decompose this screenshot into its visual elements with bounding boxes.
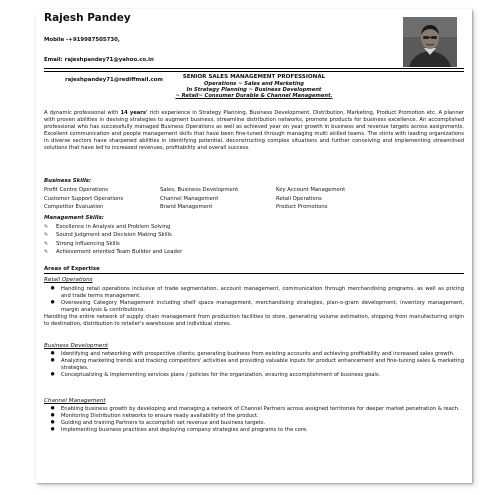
bullet-icon: ● xyxy=(50,351,55,356)
profile-subtitle-3: ~ Retail~ Consumer Durable & Channel Management. xyxy=(175,93,333,100)
retail-operations-list xyxy=(44,286,464,327)
mobile-number: Mobile -+919987505730, xyxy=(44,37,120,44)
list-item: ✎ Excellence in Analysis and Problem Solving xyxy=(44,224,171,230)
skill-row: Customer Support Operations Channel Management Retail Operations xyxy=(44,195,322,202)
email-secondary: rajeshpandey71@rediffmail.com xyxy=(65,76,164,83)
candidate-name: Rajesh Pandey xyxy=(44,12,131,24)
header-rule xyxy=(44,68,464,69)
bullet-icon: ● xyxy=(50,412,55,418)
list-item: ● Implementing business practices and deploying company strategies and programs to the core. xyxy=(44,427,464,434)
business-skills-heading: Business Skills: xyxy=(44,178,92,184)
retail-paragraph: Handling the entire network of supply chain management from production facilities to store, generating volume estimation, shipping from manufacturing origin to destination, distribution to retailer's warehouse and individual stores. xyxy=(44,313,464,327)
profile-title-block xyxy=(44,74,464,100)
bullet-icon: ● xyxy=(50,419,55,425)
list-item: ● Handling retail operations inclusive of trade segmentation, account management, communication through merchandising programs, as well as pricing and trade terms management. xyxy=(44,286,464,300)
resume-page xyxy=(36,9,472,483)
list-item: ● Guiding and training Partners to accomplish set revenue and business targets. xyxy=(44,420,464,427)
management-skills-list xyxy=(44,223,344,257)
bullet-icon: ● xyxy=(50,406,55,411)
bullet-icon: ● xyxy=(50,371,55,377)
pen-bullet-icon: ✎ xyxy=(44,224,49,230)
pen-bullet-icon: ✎ xyxy=(44,240,49,247)
list-item: ✎ Achievement oriented Team Builder and Leader xyxy=(44,249,183,256)
professional-summary: A dynamic professional with 14 years' rich experience in Strategy Planning, Business Development, Distribution, Marketing, Product Promotion etc. A planner with proven abilities in devising strategies to augment business, streamline distribution networks, promote products for business excellence. An accomplished professional who has successfully managed Business Operations as well as achieved year on year growth in business and revenue targets across assignments. Excellent communication and people management skills that have been fine-tuned through managing multi skilled teams. The stints with leading organizations in diverse sectors have sharpened abilities in identifying potential, deconstructing complex situations and further conceiving and implementing streamlined solutions that have led to increased revenues, profitability and overall success. xyxy=(44,110,464,151)
list-item: ● Enabling business growth by developing and managing a network of Channel Partners across assigned territories for deeper market penetration & reach. xyxy=(44,406,464,413)
business-development-list xyxy=(44,351,464,379)
channel-management-list xyxy=(44,406,464,434)
areas-of-expertise-heading: Areas of Expertise xyxy=(44,266,100,272)
bullet-icon: ● xyxy=(50,426,55,432)
email-primary: Email: rajeshpandey71@yahoo.co.in xyxy=(44,56,154,63)
list-item: ● Overseeing Category Management including shelf space management, merchandising strategies, plan-o-gram development, inventory management, margin analysis & contributions. xyxy=(44,300,464,314)
bullet-icon: ● xyxy=(50,357,55,363)
header-rule-thin xyxy=(44,71,464,72)
section-rule xyxy=(44,273,464,274)
pen-bullet-icon: ✎ xyxy=(44,232,49,239)
business-skills-grid xyxy=(44,186,464,212)
bullet-icon: ● xyxy=(50,286,55,291)
profile-subtitle-2: In Strategy Planning ~ Business Development xyxy=(186,87,322,93)
retail-operations-heading: Retail Operations xyxy=(44,277,93,283)
list-item: ● Conceptualizing & implementing services plans / policies for the organization, ensuring accomplishment of business goals. xyxy=(44,372,464,379)
management-skills-heading: Management Skills: xyxy=(44,215,104,221)
list-item: ● Identifying and networking with prospective clients; generating business from existing accounts and achieving profitability and increased sales growth. xyxy=(44,351,464,358)
experience-years: 14 years' xyxy=(120,110,148,116)
list-item: ✎ Sound Judgment and Decision Making Skills xyxy=(44,232,172,239)
list-item: ● Analyzing marketing trends and tracking competitors' activities and providing valuable inputs for product enhancement and fine-tuning sales & marketing strategies. xyxy=(44,358,464,372)
channel-management-heading: Channel Management xyxy=(44,398,106,404)
list-item: ✎ Strong Influencing Skills xyxy=(44,240,120,247)
profile-title: SENIOR SALES MANAGEMENT PROFESSIONAL xyxy=(182,74,326,80)
business-development-heading: Business Development xyxy=(44,343,109,349)
profile-subtitle-1: Operations ~ Sales and Marketing xyxy=(203,80,305,87)
profile-photo xyxy=(403,17,457,67)
skill-row: Profit Centre Operations Sales, Business Development Key Account Management xyxy=(44,187,346,193)
skill-row: Competitor Evaluation Brand Management Product Promotions xyxy=(44,204,328,211)
bullet-icon: ● xyxy=(50,299,55,305)
pen-bullet-icon: ✎ xyxy=(44,249,49,256)
list-item: ● Monitoring Distribution networks to ensure ready availability of the product. xyxy=(44,413,464,420)
